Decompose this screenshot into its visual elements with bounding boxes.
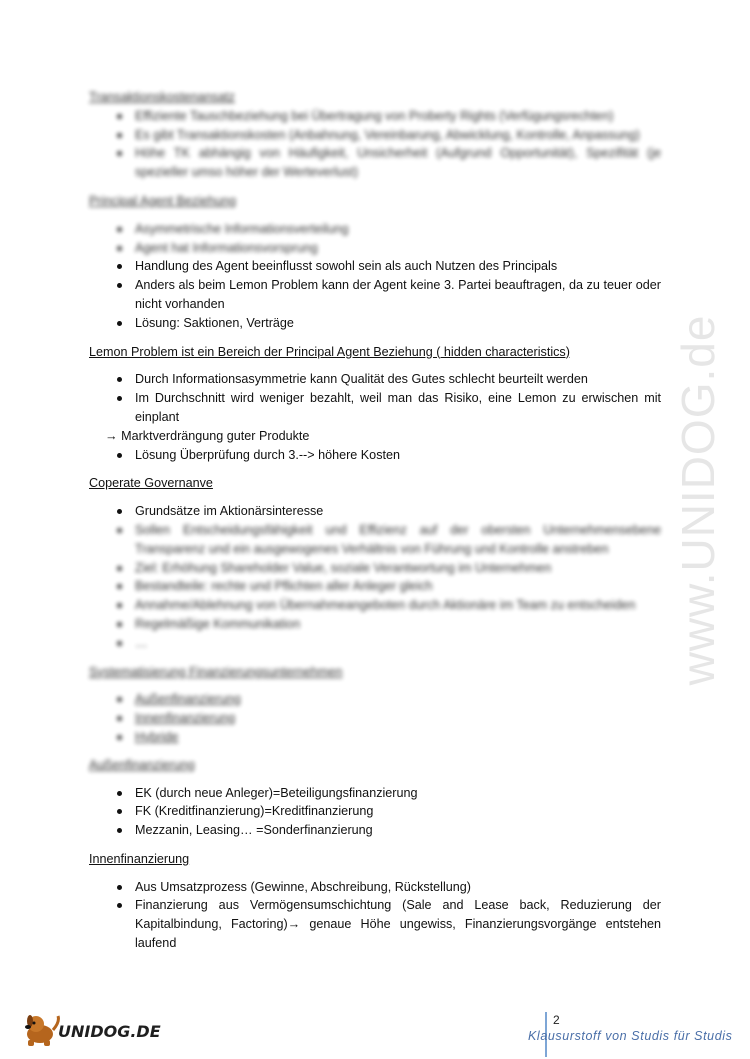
bullet-list (89, 878, 661, 953)
list-item: Sollen Entscheidungsfähigkeit und Effizienz auf der obersten Unternehmensebene Transparenz und ein ausgewogenes Verhältnis von Führung und Kontrolle anstreben (89, 521, 661, 559)
list-item: Lösung Überprüfung durch 3.--> höhere Kosten (89, 446, 661, 465)
footer-tagline: Klausurstoff von Studis für Studis (528, 1029, 733, 1043)
bullet-list (89, 502, 661, 652)
list-item: Lösung: Saktionen, Verträge (89, 314, 661, 333)
list-item: Durch Informationsasymmetrie kann Qualität des Gutes schlecht beurteilt werden (89, 370, 661, 389)
list-item: Grundsätze im Aktionärsinteresse (89, 502, 661, 521)
section-systematisierung (89, 663, 661, 747)
list-item: Innenfinanzierung (89, 709, 661, 728)
list-item: Es gibt Transaktionskosten (Anbahnung, Vereinbarung, Abwicklung, Kontrolle, Anpassung) (89, 126, 661, 145)
section-heading: Systematisierung Finanzierungsunternehmen (89, 664, 343, 679)
dog-icon (22, 1012, 62, 1048)
section-corporate-governance (89, 474, 661, 652)
list-item: Finanzierung aus Vermögensumschichtung (Sale and Lease back, Reduzierung der Kapitalbindung, Factoring)→ genaue Höhe ungewiss, Finanzierungsvorgänge entstehen laufend (89, 896, 661, 952)
bullet-list (89, 107, 661, 182)
section-heading: Transaktionskostenansatz (89, 90, 235, 104)
unidog-logo (22, 1012, 161, 1048)
list-item: FK (Kreditfinanzierung)=Kreditfinanzierung (89, 802, 661, 821)
arrow-note: → Marktverdrängung guter Produkte (105, 428, 310, 443)
section-heading: Principal Agent Beziehung (89, 193, 237, 208)
list-item: Bestandteile: rechte und Pflichten aller Anleger gleich (89, 577, 661, 596)
bullet-list (89, 370, 661, 426)
section-heading: Außenfinanzierung (89, 757, 195, 772)
watermark-text: www.UNIDOG.de (672, 314, 725, 686)
section-heading: Lemon Problem ist ein Bereich der Principal Agent Beziehung ( hidden characteristics) (89, 344, 570, 359)
watermark (672, 250, 732, 750)
list-item: Ziel: Erhöhung Shareholder Value, soziale Verantwortung im Unternehmen (89, 559, 661, 578)
list-item: Annahme/Ablehnung von Übernahmeangeboten durch Aktionäre im Team zu entscheiden (89, 596, 661, 615)
section-heading: Innenfinanzierung (89, 851, 190, 866)
list-item: … (89, 634, 661, 653)
list-item: Agent hat Informationsvorsprung (89, 239, 661, 258)
list-item: Regelmäßige Kommunikation (89, 615, 661, 634)
document-body (89, 88, 661, 953)
list-item: Mezzanin, Leasing… =Sonderfinanzierung (89, 821, 661, 840)
list-item: Aus Umsatzprozess (Gewinne, Abschreibung, Rückstellung) (89, 878, 661, 897)
list-item: Hybride (89, 728, 661, 747)
bullet-list (89, 446, 661, 465)
list-item: Effiziente Tauschbeziehung bei Übertragung von Proberty Rights (Verfügungsrechten) (89, 107, 661, 126)
bullet-list (89, 784, 661, 840)
bullet-list (89, 690, 661, 746)
section-principal-agent (89, 192, 661, 333)
logo-text: UNIDOG.DE (58, 1022, 161, 1041)
section-lemon-problem (89, 343, 661, 465)
list-item: EK (durch neue Anleger)=Beteiligungsfinanzierung (89, 784, 661, 803)
section-innenfinanzierung (89, 850, 661, 953)
list-item: Im Durchschnitt wird weniger bezahlt, weil man das Risiko, eine Lemon zu erwischen mit einplant (89, 389, 661, 427)
section-heading: Coperate Governanve (89, 476, 213, 491)
page-number: 2 (553, 1013, 560, 1027)
list-item: Anders als beim Lemon Problem kann der Agent keine 3. Partei beauftragen, da zu teuer oder nicht vorhanden (89, 276, 661, 314)
list-item: Höhe TK abhängig von Häufigkeit, Unsicherheit (Aufgrund Opportunität), Spezifität (je spezieller umso höher der Werteverlust) (89, 144, 661, 182)
section-aussenfinanzierung (89, 756, 661, 840)
list-item: Asymmetrische Informationsverteilung (89, 220, 661, 239)
list-item: Außenfinanzierung (89, 690, 661, 709)
section-transaktionskosten (89, 88, 661, 182)
list-item: Handlung des Agent beeinflusst sowohl sein als auch Nutzen des Principals (89, 257, 661, 276)
bullet-list (89, 220, 661, 333)
